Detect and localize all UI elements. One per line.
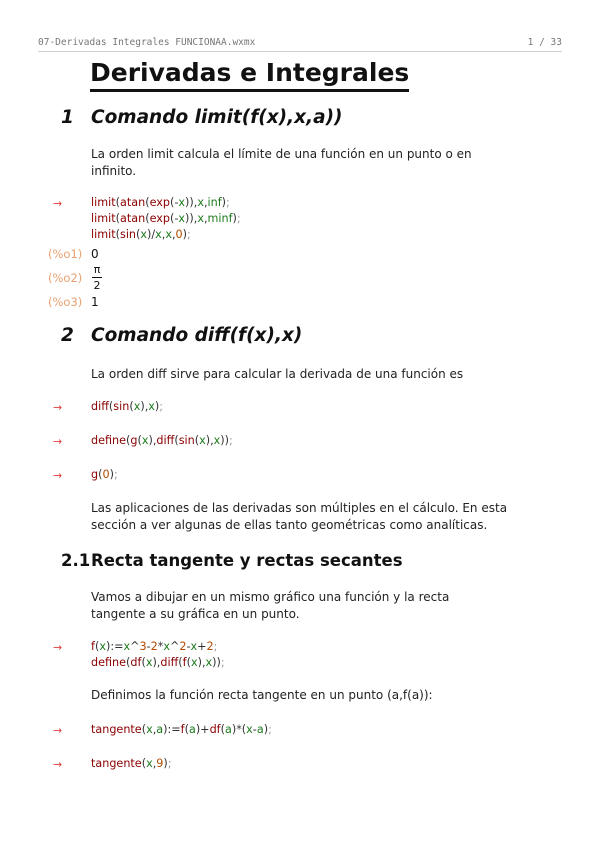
code-token: ( <box>129 400 134 413</box>
code-token: ) <box>154 400 160 413</box>
output-value: 0 <box>91 247 99 261</box>
code-token: x <box>155 228 162 241</box>
code-token: ) <box>109 468 114 481</box>
code-token: x <box>133 400 141 413</box>
code-token: ( <box>94 640 100 653</box>
code-token: exp <box>149 212 170 225</box>
code-token: x <box>190 656 198 669</box>
page-number: 1 / 33 <box>527 37 562 48</box>
code-line[interactable] <box>91 722 272 738</box>
file-name: 07-Derivadas Integrales FUNCIONAA.wxmx <box>38 37 256 48</box>
code-line[interactable] <box>91 756 172 772</box>
code-token: df <box>130 656 142 669</box>
code-token: a <box>224 723 232 736</box>
section-title: Comando diff(f(x),x) <box>91 325 303 346</box>
code-token: f <box>182 656 187 669</box>
code-token: , <box>203 212 208 225</box>
code-token: x <box>190 640 198 653</box>
code-token: x <box>205 656 213 669</box>
input-cell[interactable] <box>91 639 225 671</box>
input-cell[interactable] <box>91 756 172 772</box>
code-token: ( <box>115 228 120 241</box>
code-token: 0 <box>102 468 110 481</box>
paragraph-diff-intro <box>91 366 463 383</box>
code-token: ) <box>163 757 168 770</box>
code-token: ) <box>182 228 188 241</box>
code-token: diff <box>91 400 109 413</box>
code-token: 9 <box>156 757 164 770</box>
code-token: ), <box>152 656 161 669</box>
code-token: df <box>209 723 221 736</box>
code-line[interactable] <box>91 467 118 483</box>
input-cell[interactable] <box>91 467 118 483</box>
output-label: (%o2) <box>48 271 83 285</box>
code-token: ( <box>98 468 103 481</box>
input-cell[interactable] <box>91 195 241 243</box>
code-token: ) <box>263 723 269 736</box>
input-arrow-icon[interactable]: → <box>53 724 63 737</box>
fraction-denominator: 2 <box>93 279 101 292</box>
code-token: )), <box>185 212 198 225</box>
output-label: (%o3) <box>48 295 83 309</box>
code-token: minf <box>207 212 233 225</box>
input-arrow-icon[interactable]: → <box>53 197 63 210</box>
input-arrow-icon[interactable]: → <box>53 435 63 448</box>
paragraph-tangent-def <box>91 687 433 704</box>
code-token: ( <box>186 656 191 669</box>
code-token: ; <box>226 196 230 209</box>
code-token: ; <box>229 434 233 447</box>
code-token: ), <box>205 434 214 447</box>
code-token: (- <box>169 196 179 209</box>
code-token: x <box>213 434 221 447</box>
code-token: x <box>148 400 155 413</box>
code-token: ( <box>178 656 183 669</box>
paragraph-applications <box>91 500 507 534</box>
code-token: ( <box>184 723 189 736</box>
code-token: ( <box>145 196 150 209</box>
output-value: 1 <box>91 295 99 309</box>
input-cell[interactable] <box>91 399 163 415</box>
text-line: Vamos a dibujar en un mismo gráfico una función y la recta <box>91 590 450 604</box>
output-label: (%o1) <box>48 247 83 261</box>
code-token: ; <box>113 468 118 481</box>
code-token: x <box>146 723 153 736</box>
code-token: ( <box>126 434 131 447</box>
code-token: ( <box>220 723 225 736</box>
text-line: sección a ver algunas de ellas tanto geométricas como analíticas. <box>91 518 488 532</box>
page-header <box>38 37 562 52</box>
text-line: Definimos la función recta tangente en un punto (a,f(a)): <box>91 688 433 702</box>
input-arrow-icon[interactable]: → <box>53 758 63 771</box>
code-token: ( <box>141 656 146 669</box>
output-fraction <box>92 263 102 292</box>
code-token: x <box>178 196 186 209</box>
code-token: define <box>91 434 127 447</box>
code-token: - <box>252 723 257 736</box>
code-token: )) <box>220 434 230 447</box>
code-token: 2 <box>206 640 214 653</box>
code-line[interactable] <box>91 639 225 655</box>
code-token: x <box>123 640 131 653</box>
fraction-numerator: π <box>93 263 101 276</box>
code-line[interactable] <box>91 227 241 243</box>
code-token: ; <box>159 400 164 413</box>
code-token: inf <box>207 196 222 209</box>
code-token: * <box>157 640 164 653</box>
code-token: f <box>180 723 185 736</box>
code-token: ^ <box>169 640 180 653</box>
code-token: ; <box>187 228 191 241</box>
code-token: define <box>91 656 127 669</box>
code-token: ( <box>115 212 120 225</box>
code-token: x <box>99 640 106 653</box>
text-line: infinito. <box>91 164 137 178</box>
code-token: x <box>140 228 148 241</box>
code-token: x <box>178 212 186 225</box>
fraction-bar <box>92 277 102 278</box>
code-token: x <box>197 196 204 209</box>
section-number: 2 <box>61 325 74 346</box>
input-arrow-icon[interactable]: → <box>53 469 63 482</box>
input-cell[interactable] <box>91 722 272 738</box>
code-token: ( <box>145 212 150 225</box>
input-arrow-icon[interactable]: → <box>53 641 63 654</box>
code-token: g <box>91 468 99 481</box>
code-token: atan <box>119 196 146 209</box>
code-token: limit <box>91 212 116 225</box>
code-token: )) <box>212 656 221 669</box>
code-token: x <box>141 434 149 447</box>
subsection-title: Recta tangente y rectas secantes <box>91 551 403 570</box>
code-token: , <box>171 228 176 241</box>
code-token: 2 <box>150 640 158 653</box>
code-token: + <box>197 640 207 653</box>
code-line[interactable] <box>91 195 241 211</box>
code-token: f <box>91 640 95 653</box>
code-token: ( <box>126 656 131 669</box>
code-token: limit <box>91 196 116 209</box>
code-token: ( <box>194 434 200 447</box>
section-title: Comando limit(f(x),x,a)) <box>91 107 343 128</box>
code-token: x <box>145 656 153 669</box>
code-token: x <box>199 434 206 447</box>
code-token: diff <box>156 434 175 447</box>
code-token: ; <box>268 723 272 736</box>
code-token: )/ <box>147 228 156 241</box>
code-token: ), <box>140 400 149 413</box>
text-line: tangente a su gráfica en un punto. <box>91 607 300 621</box>
code-token: a <box>156 723 164 736</box>
code-token: ( <box>137 434 142 447</box>
code-token: )+ <box>195 723 210 736</box>
code-token: x <box>197 212 204 225</box>
code-token: ):= <box>163 723 181 736</box>
code-token: ( <box>136 228 141 241</box>
subsection-number: 2.1 <box>61 551 91 570</box>
code-token: ( <box>174 434 179 447</box>
code-token: 2 <box>179 640 187 653</box>
code-token: limit <box>91 228 116 241</box>
code-token: sin <box>119 228 137 241</box>
code-line[interactable] <box>91 211 241 227</box>
code-token: , <box>152 723 157 736</box>
section-number: 1 <box>61 107 74 128</box>
text-line: La orden diff sirve para calcular la derivada de una función es <box>91 367 464 381</box>
code-token: , <box>203 196 208 209</box>
code-token: , <box>161 228 166 241</box>
code-token: ; <box>213 640 218 653</box>
code-token: x <box>246 723 253 736</box>
document-title: Derivadas e Integrales <box>90 58 409 92</box>
code-token: sin <box>113 400 130 413</box>
code-token: )), <box>185 196 198 209</box>
code-token: x <box>165 228 172 241</box>
code-token: g <box>130 434 138 447</box>
code-token: ( <box>115 196 120 209</box>
paragraph-limit-intro <box>91 146 472 180</box>
code-token: ; <box>236 212 241 225</box>
code-token: x <box>163 640 170 653</box>
code-token: ; <box>167 757 172 770</box>
code-token: sin <box>178 434 195 447</box>
code-token: ( <box>108 400 114 413</box>
code-token: , <box>152 757 157 770</box>
text-line: Las aplicaciones de las derivadas son múltiples en el cálculo. En esta <box>91 501 508 515</box>
text-line: La orden limit calcula el límite de una función en un punto o en <box>91 147 472 161</box>
code-token: diff <box>160 656 179 669</box>
code-token: ) <box>221 196 227 209</box>
code-token: tangente <box>91 757 142 770</box>
code-token: ^ <box>130 640 140 653</box>
code-token: (- <box>169 212 179 225</box>
code-line[interactable] <box>91 399 163 415</box>
code-line[interactable] <box>91 655 225 671</box>
code-token: tangente <box>91 723 142 736</box>
code-token: ) <box>232 212 237 225</box>
code-token: ), <box>148 434 157 447</box>
code-token: a <box>188 723 196 736</box>
code-token: ( <box>141 723 147 736</box>
paragraph-tangent-intro <box>91 589 449 623</box>
code-token: 3 <box>139 640 147 653</box>
code-token: - <box>186 640 191 653</box>
code-token: - <box>146 640 151 653</box>
code-token: )*( <box>231 723 247 736</box>
code-token: exp <box>149 196 170 209</box>
code-token: ; <box>220 656 225 669</box>
input-arrow-icon[interactable]: → <box>53 401 63 414</box>
code-token: ):= <box>105 640 124 653</box>
code-token: x <box>146 757 153 770</box>
code-line[interactable] <box>91 433 233 449</box>
code-token: ( <box>141 757 147 770</box>
code-token: a <box>256 723 264 736</box>
code-token: ), <box>197 656 206 669</box>
code-token: 0 <box>175 228 183 241</box>
code-token: atan <box>119 212 146 225</box>
input-cell[interactable] <box>91 433 233 449</box>
